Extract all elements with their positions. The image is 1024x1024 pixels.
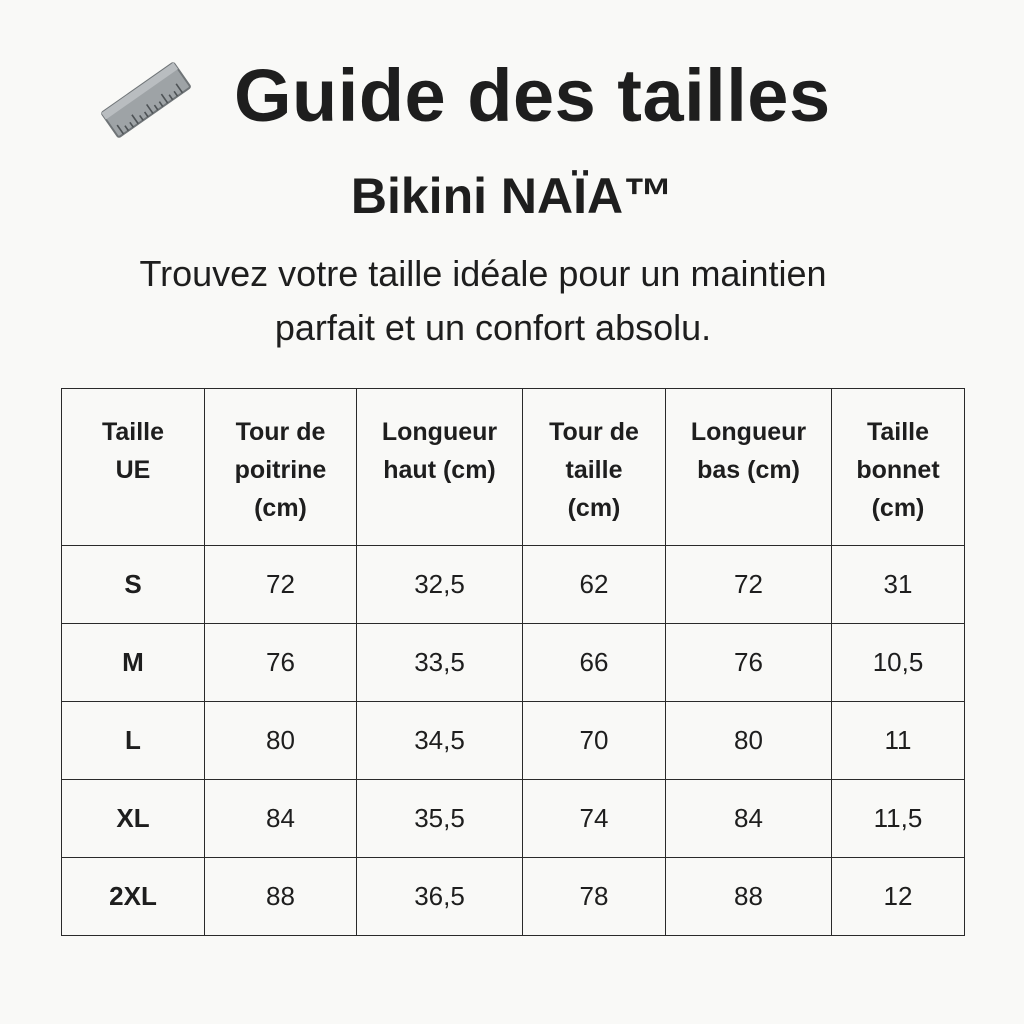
- bust-cell: 72: [205, 546, 357, 624]
- title-row: [0, 48, 1024, 144]
- header-line: (cm): [567, 494, 621, 522]
- header-line: Tour de: [235, 418, 326, 446]
- top-length-cell: 32,5: [357, 546, 523, 624]
- size-cell: M: [62, 624, 205, 702]
- tagline-line-2: parfait et un confort absolu.: [274, 307, 712, 348]
- cup-size-cell: 12: [832, 858, 965, 936]
- header-bust: [205, 389, 357, 546]
- header-line: taille: [565, 456, 623, 484]
- header-waist: [523, 389, 666, 546]
- bust-cell: 88: [205, 858, 357, 936]
- top-length-cell: 33,5: [357, 624, 523, 702]
- header-line: Taille: [101, 418, 165, 446]
- size-cell: XL: [62, 780, 205, 858]
- ruler-icon: [100, 54, 192, 146]
- header-line: Tour de: [549, 418, 639, 446]
- header-line: (cm): [871, 494, 925, 522]
- bottom-length-cell: 88: [666, 858, 832, 936]
- bottom-length-cell: 76: [666, 624, 832, 702]
- cup-size-cell: 10,5: [832, 624, 965, 702]
- waist-cell: 62: [523, 546, 666, 624]
- header-line: Longueur: [690, 418, 807, 446]
- table-row: [62, 624, 965, 702]
- size-cell: 2XL: [62, 858, 205, 936]
- bust-cell: 84: [205, 780, 357, 858]
- size-cell: L: [62, 702, 205, 780]
- tagline-line-1: Trouvez votre taille idéale pour un maintien: [139, 253, 827, 294]
- header-line: Taille: [866, 418, 930, 446]
- table-header-row: [62, 389, 965, 546]
- header-size-eu: [62, 389, 205, 546]
- top-length-cell: 35,5: [357, 780, 523, 858]
- header-line: Longueur: [381, 418, 498, 446]
- header-bottom-length: [666, 389, 832, 546]
- header-line: haut (cm): [383, 456, 496, 484]
- waist-cell: 74: [523, 780, 666, 858]
- bust-cell: 80: [205, 702, 357, 780]
- bottom-length-cell: 84: [666, 780, 832, 858]
- header-top-length: [357, 389, 523, 546]
- table-row: [62, 858, 965, 936]
- waist-cell: 66: [523, 624, 666, 702]
- waist-cell: 70: [523, 702, 666, 780]
- header-line: poitrine: [234, 456, 327, 484]
- header-line: UE: [115, 456, 151, 484]
- bust-cell: 76: [205, 624, 357, 702]
- waist-cell: 78: [523, 858, 666, 936]
- table-row: [62, 702, 965, 780]
- size-cell: S: [62, 546, 205, 624]
- header-line: bonnet: [856, 456, 940, 484]
- top-length-cell: 34,5: [357, 702, 523, 780]
- header-line: bas (cm): [697, 456, 800, 484]
- size-table: [61, 388, 965, 936]
- header-line: (cm): [254, 494, 307, 522]
- page-title: Guide des tailles: [234, 54, 831, 137]
- bottom-length-cell: 80: [666, 702, 832, 780]
- bottom-length-cell: 72: [666, 546, 832, 624]
- cup-size-cell: 31: [832, 546, 965, 624]
- cup-size-cell: 11: [832, 702, 965, 780]
- table-row: [62, 780, 965, 858]
- table-row: [62, 546, 965, 624]
- header-cup-size: [832, 389, 965, 546]
- top-length-cell: 36,5: [357, 858, 523, 936]
- product-name: Bikini NAÏA™: [350, 168, 674, 224]
- cup-size-cell: 11,5: [832, 780, 965, 858]
